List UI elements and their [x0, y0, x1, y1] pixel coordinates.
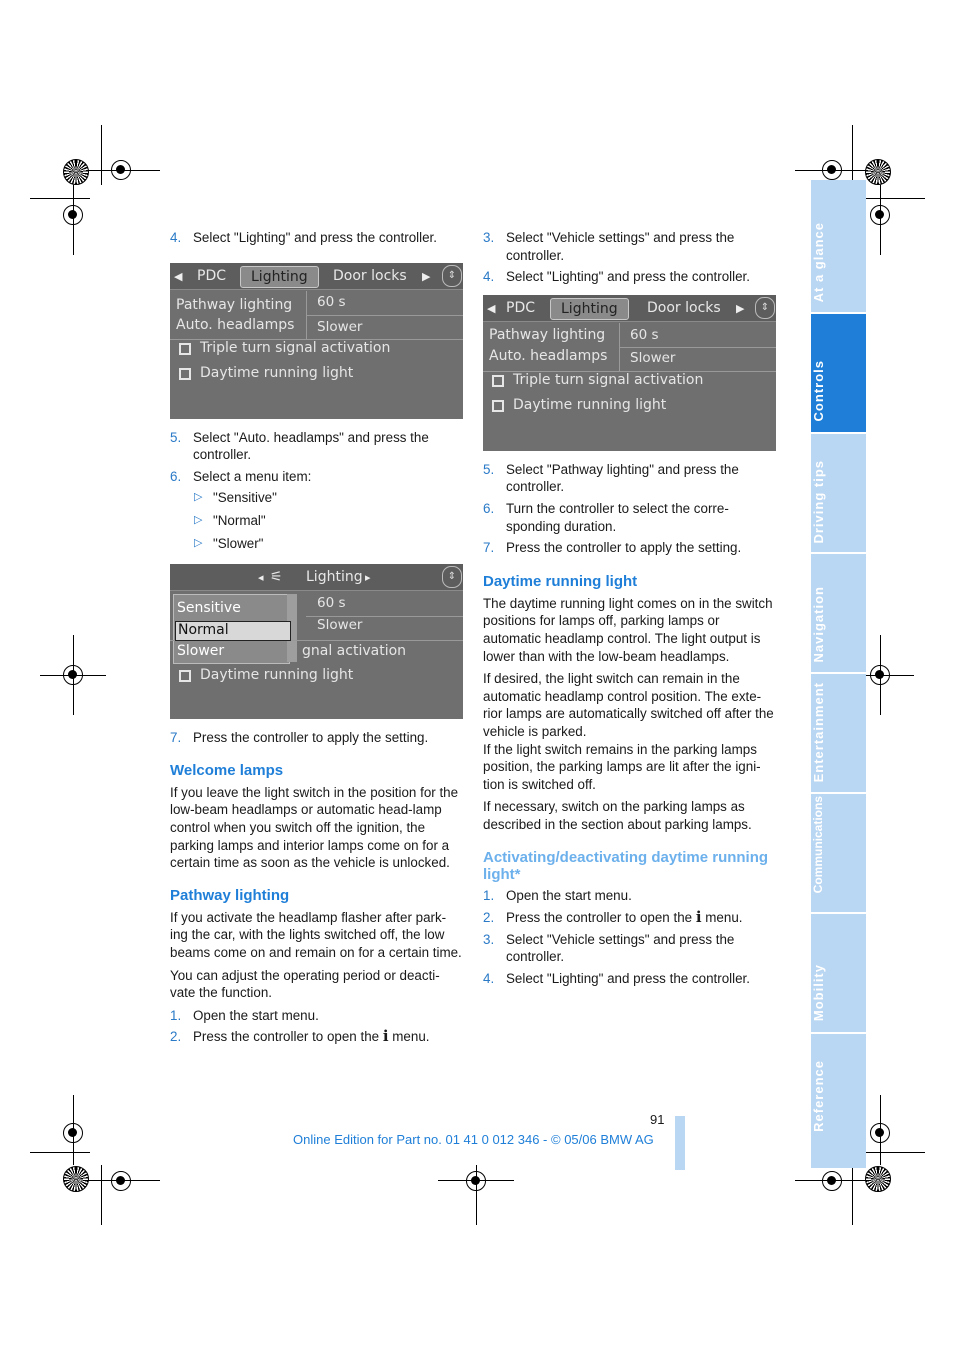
- sidebar-tab-entertainment[interactable]: Entertainment: [811, 674, 866, 792]
- screen-title: Lighting: [306, 569, 363, 586]
- menu-value: 60 s: [630, 326, 659, 343]
- option-slower: Slower: [177, 643, 225, 660]
- page-number: 91: [650, 1112, 665, 1127]
- registration-target-icon: [466, 1171, 486, 1191]
- list-item: ▷ "Normal": [194, 512, 266, 528]
- registration-target-icon: [111, 160, 131, 180]
- registration-star-icon: [865, 159, 891, 185]
- pin-icon: ⇕: [442, 566, 462, 588]
- paragraph: The daytime running light comes on in the switch positions for lamps off, parking lamps or automatic headlamp control. The light output is lower than with the low-beam headlamps.: [483, 595, 773, 664]
- step: 1. Open the start menu.: [483, 888, 632, 904]
- step: 6. Select a menu item:: [170, 468, 312, 484]
- step: 3. Select "Vehicle settings" and press the controller.: [483, 931, 735, 965]
- tab-lighting: Lighting: [240, 266, 319, 288]
- step: 5. Select "Pathway lighting" and press the controller.: [483, 461, 739, 495]
- pin-icon: ⇕: [755, 297, 775, 319]
- pin-icon: ⇕: [442, 265, 462, 287]
- step: 3. Select "Vehicle settings" and press the controller.: [483, 230, 735, 263]
- step: 6. Turn the controller to select the corre-sponding duration.: [483, 500, 729, 534]
- menu-row-daytime-running-light: Daytime running light: [200, 667, 354, 684]
- step: 1. Open the start menu.: [170, 1007, 319, 1023]
- bullet-triangle-icon: ▷: [194, 536, 203, 549]
- menu-value: 60 s: [317, 595, 346, 612]
- paragraph: If necessary, switch on the parking lamps as described in the section about parking lamps.: [483, 799, 752, 832]
- registration-target-icon: [822, 1171, 842, 1191]
- title-bar: [170, 564, 463, 591]
- menu-row-auto-headlamps: Auto. headlamps: [489, 347, 608, 364]
- step: 7. Press the controller to apply the setting.: [170, 730, 429, 746]
- menu-value: 60 s: [317, 293, 346, 310]
- tab-door-locks: Door locks: [333, 267, 407, 284]
- tab-pdc: PDC: [197, 267, 226, 284]
- screen-lighting-menu: [483, 295, 776, 451]
- registration-target-icon: [63, 665, 83, 685]
- sidebar-tab-communications[interactable]: Communications: [811, 794, 866, 912]
- sidebar-tab-navigation[interactable]: Navigation: [811, 554, 866, 672]
- registration-target-icon: [870, 1123, 890, 1143]
- step: 4. Select "Lighting" and press the controller.: [483, 269, 750, 285]
- step: 4. Select "Lighting" and press the controller.: [483, 970, 750, 986]
- step: 5. Select "Auto. headlamps" and press the controller.: [170, 429, 429, 463]
- checkbox-icon: [492, 400, 504, 412]
- registration-star-icon: [63, 1166, 89, 1192]
- sidebar-tab-controls[interactable]: Controls: [811, 314, 866, 432]
- menu-value: Slower: [317, 617, 363, 634]
- step: 2. Press the controller to open the i menu.: [170, 1027, 430, 1046]
- checkbox-icon: [492, 375, 504, 387]
- registration-target-icon: [870, 205, 890, 225]
- bullet-triangle-icon: ▷: [194, 513, 203, 526]
- list-item: ▷ "Slower": [194, 535, 264, 551]
- checkbox-icon: [179, 670, 191, 682]
- heading-pathway-lighting: Pathway lighting: [170, 886, 290, 904]
- paragraph: If the light switch remains in the parking lamps position, the parking lamps are lit after the igni-tion is switched off.: [483, 741, 761, 792]
- option-sensitive: Sensitive: [177, 600, 241, 617]
- list-item: ▷ "Sensitive": [194, 490, 277, 506]
- tab-lighting: Lighting: [550, 298, 629, 320]
- arrow-right-icon: ▸: [365, 571, 371, 585]
- left-column: [170, 229, 462, 1050]
- registration-star-icon: [865, 1166, 891, 1192]
- heading-activating-daytime-light: Activating/deactivating daytime running light*: [483, 849, 769, 884]
- tab-pdc: PDC: [506, 299, 535, 316]
- footer-text: Online Edition for Part no. 01 41 0 012 346 - © 05/06 BMW AG: [293, 1132, 654, 1147]
- bullet-triangle-icon: ▷: [194, 491, 203, 504]
- paragraph: If desired, the light switch can remain in the automatic headlamp control position. The exte-rior lamps are automatically switched off after the vehicle is parked.: [483, 671, 774, 739]
- registration-star-icon: [63, 159, 89, 185]
- arrow-left-icon: ◀: [487, 301, 496, 315]
- paragraph: You can adjust the operating period or deacti-vate the function.: [170, 967, 440, 1001]
- info-icon: i: [695, 908, 702, 927]
- tab-bar: [170, 263, 463, 290]
- registration-target-icon: [822, 160, 842, 180]
- step: 7. Press the controller to apply the setting.: [483, 540, 742, 556]
- footer-bar: [675, 1116, 685, 1170]
- headlamp-icon: ⚟: [270, 569, 283, 586]
- checkbox-icon: [179, 368, 191, 380]
- sidebar-tab-reference[interactable]: Reference: [811, 1034, 866, 1168]
- right-column: [483, 229, 775, 991]
- arrow-left-icon: ◂: [258, 571, 264, 585]
- screen-lighting-menu: [170, 263, 463, 419]
- info-icon: i: [382, 1027, 389, 1046]
- menu-row-triple-turn-signal: Triple turn signal activation: [513, 371, 704, 388]
- checkbox-icon: [179, 343, 191, 355]
- arrow-left-icon: ◀: [174, 269, 183, 283]
- arrow-right-icon: ▶: [736, 301, 745, 315]
- menu-row-daytime-running-light: Daytime running light: [513, 396, 667, 413]
- step: 2. Press the controller to open the i menu.: [483, 908, 743, 927]
- menu-row-triple-turn-signal: gnal activation: [302, 643, 407, 660]
- menu-row-pathway-lighting: Pathway lighting: [489, 326, 606, 343]
- menu-row-daytime-running-light: Daytime running light: [200, 364, 354, 381]
- heading-welcome-lamps: Welcome lamps: [170, 761, 284, 779]
- menu-row-triple-turn-signal: Triple turn signal activation: [200, 339, 391, 356]
- registration-target-icon: [63, 205, 83, 225]
- tab-bar: [483, 295, 776, 322]
- menu-value: Slower: [630, 349, 676, 366]
- paragraph: If you leave the light switch in the position for the low-beam headlamps or automatic head-lamp control when you switch off the ignition, the parking lamps and interior lamps come on for a certain time as soon as the vehicle is unlocked.: [170, 784, 459, 871]
- sidebar-tab-at-a-glance[interactable]: At a glance: [811, 180, 866, 312]
- arrow-right-icon: ▶: [422, 269, 431, 283]
- registration-target-icon: [870, 665, 890, 685]
- sidebar-tab-driving-tips[interactable]: Driving tips: [811, 434, 866, 552]
- menu-row-pathway-lighting: Pathway lighting: [176, 296, 293, 313]
- option-normal-selected: Normal: [175, 621, 291, 641]
- registration-target-icon: [111, 1171, 131, 1191]
- tab-door-locks: Door locks: [647, 299, 721, 316]
- sidebar-tab-mobility[interactable]: Mobility: [811, 914, 866, 1032]
- heading-daytime-running-light: Daytime running light: [483, 572, 638, 590]
- paragraph: If you activate the headlamp flasher after park-ing the car, with the lights switched off, the low beams come on and remain on for a certain time.: [170, 909, 462, 960]
- menu-value: Slower: [317, 318, 363, 335]
- registration-target-icon: [63, 1123, 83, 1143]
- step: 4. Select "Lighting" and press the controller.: [170, 230, 437, 245]
- screen-auto-headlamps-options: [170, 564, 463, 719]
- menu-row-auto-headlamps: Auto. headlamps: [176, 316, 295, 333]
